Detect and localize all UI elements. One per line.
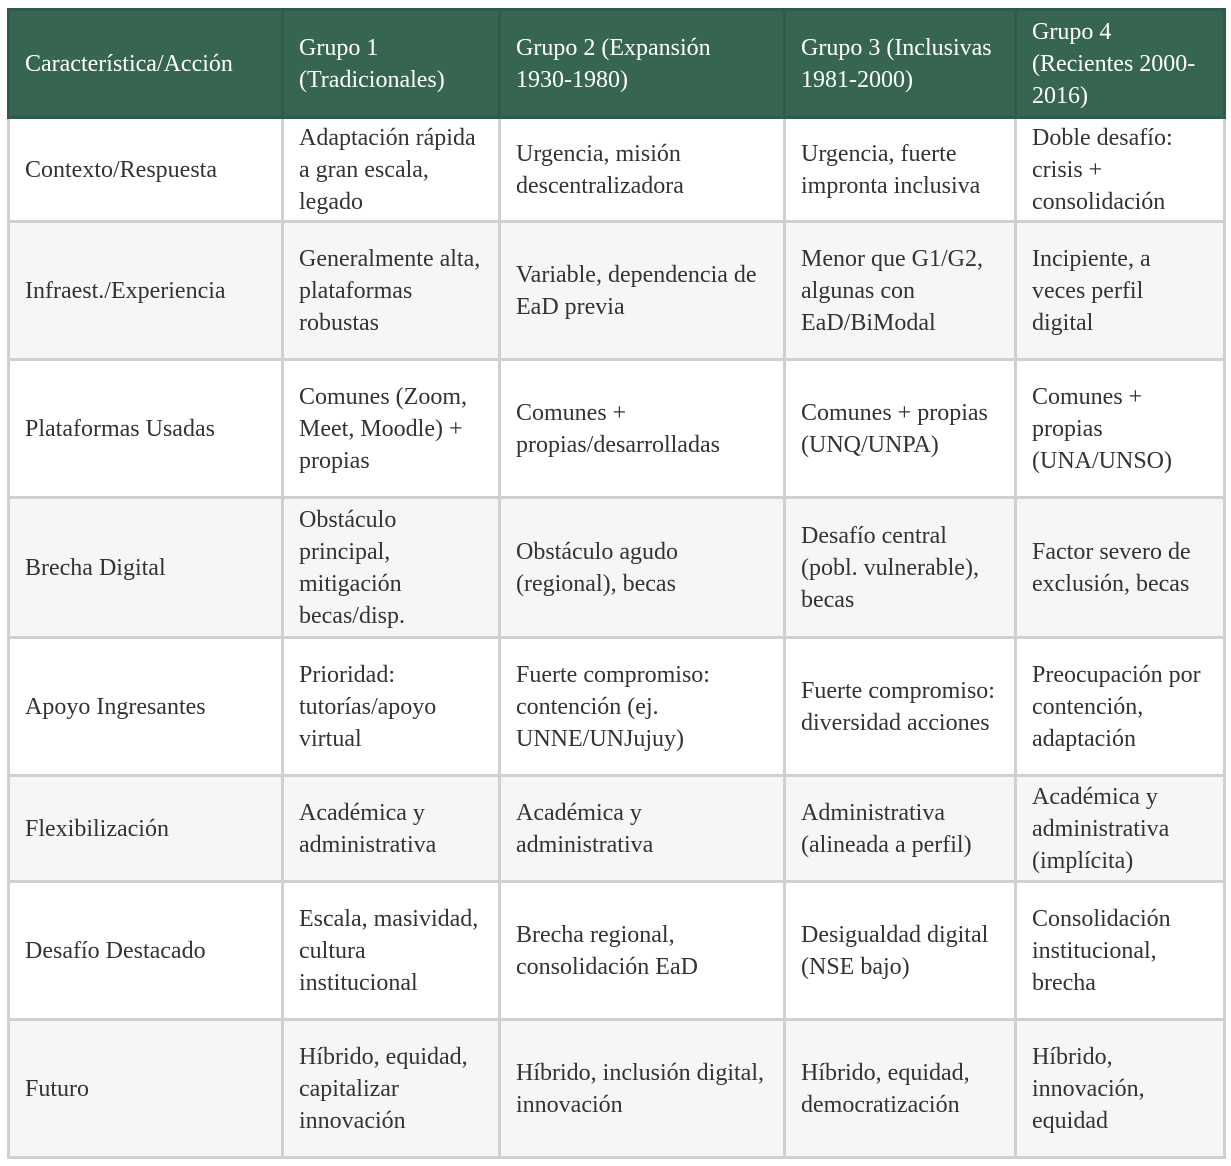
row-label-cell: Infraest./Experiencia [9,222,283,360]
table-row [9,882,1225,1020]
table-cell: Comunes + propias (UNA/UNSO) [1016,360,1225,498]
row-label-cell: Plataformas Usadas [9,360,283,498]
row-label-cell: Apoyo Ingresantes [9,638,283,776]
table-cell: Obstáculo agudo (regional), becas [500,498,785,638]
table-cell: Variable, dependencia de EaD previa [500,222,785,360]
table-cell: Obstáculo principal, mitigación becas/disp. [283,498,500,638]
table-row [9,498,1225,638]
table-cell: Híbrido, equidad, democratización [785,1020,1016,1158]
table-row [9,222,1225,360]
header-cell: Grupo 4 (Recientes 2000-2016) [1016,10,1225,118]
header-cell: Característica/Acción [9,10,283,118]
table-cell: Híbrido, inclusión digital, innovación [500,1020,785,1158]
table-cell: Desigualdad digital (NSE bajo) [785,882,1016,1020]
table-cell: Académica y administrativa [283,776,500,882]
table-cell: Adaptación rápida a gran escala, legado [283,118,500,222]
table-cell: Generalmente alta, plataformas robustas [283,222,500,360]
table-cell: Administrativa (alineada a perfil) [785,776,1016,882]
table-cell: Escala, masividad, cultura institucional [283,882,500,1020]
table-cell: Prioridad: tutorías/apoyo virtual [283,638,500,776]
table-cell: Híbrido, innovación, equidad [1016,1020,1225,1158]
comparison-table [7,8,1226,1159]
table-row [9,1020,1225,1158]
table-cell: Fuerte compromiso: contención (ej. UNNE/UNJujuy) [500,638,785,776]
table-cell: Menor que G1/G2, algunas con EaD/BiModal [785,222,1016,360]
table-cell: Académica y administrativa (implícita) [1016,776,1225,882]
row-label-cell: Brecha Digital [9,498,283,638]
table-cell: Brecha regional, consolidación EaD [500,882,785,1020]
table-row [9,118,1225,222]
table-cell: Urgencia, fuerte impronta inclusiva [785,118,1016,222]
table-cell: Comunes (Zoom, Meet, Moodle) + propias [283,360,500,498]
header-cell: Grupo 3 (Inclusivas 1981-2000) [785,10,1016,118]
table-cell: Comunes + propias/desarrolladas [500,360,785,498]
table-cell: Incipiente, a veces perfil digital [1016,222,1225,360]
table-cell: Fuerte compromiso: diversidad acciones [785,638,1016,776]
table-cell: Comunes + propias (UNQ/UNPA) [785,360,1016,498]
table-cell: Consolidación institucional, brecha [1016,882,1225,1020]
table-header-row [9,10,1225,118]
row-label-cell: Contexto/Respuesta [9,118,283,222]
row-label-cell: Futuro [9,1020,283,1158]
table-cell: Urgencia, misión descentralizadora [500,118,785,222]
table-row [9,360,1225,498]
table-cell: Académica y administrativa [500,776,785,882]
row-label-cell: Desafío Destacado [9,882,283,1020]
header-cell: Grupo 1 (Tradicionales) [283,10,500,118]
row-label-cell: Flexibilización [9,776,283,882]
header-cell: Grupo 2 (Expansión 1930-1980) [500,10,785,118]
table-cell: Factor severo de exclusión, becas [1016,498,1225,638]
table-row [9,638,1225,776]
table-cell: Preocupación por contención, adaptación [1016,638,1225,776]
table-cell: Doble desafío: crisis + consolidación [1016,118,1225,222]
table-cell: Híbrido, equidad, capitalizar innovación [283,1020,500,1158]
table-cell: Desafío central (pobl. vulnerable), becas [785,498,1016,638]
table-row [9,776,1225,882]
